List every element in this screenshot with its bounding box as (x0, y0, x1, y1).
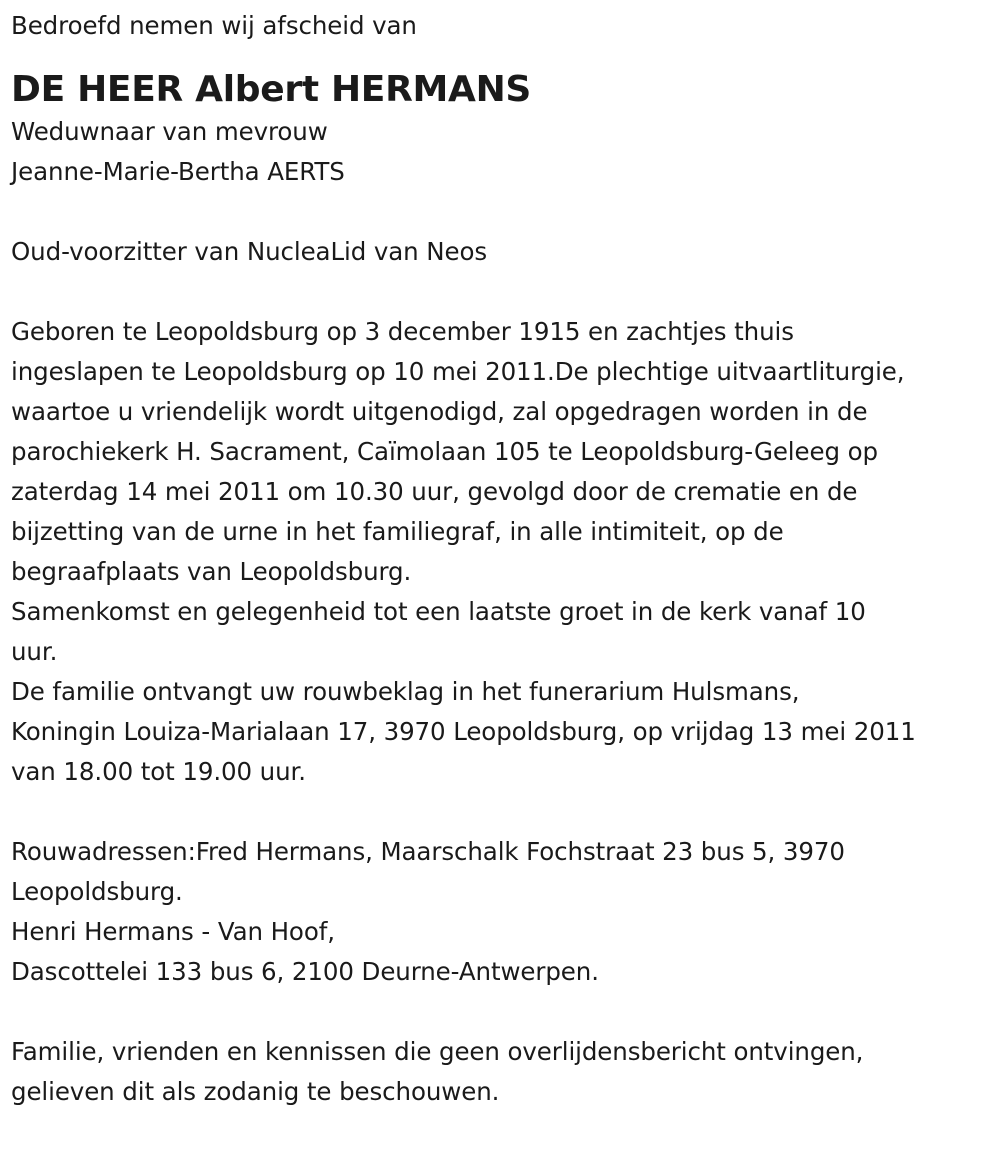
spacer (11, 192, 991, 232)
role-text: Oud-voorzitter van NucleaLid van Neos (11, 237, 488, 266)
addresses-block (11, 832, 991, 992)
closing-line: gelieven dit als zodanig te beschouwen. (11, 1077, 500, 1106)
announcement-line: waartoe u vriendelijk wordt uitgenodigd, zal opgedragen worden in de (11, 397, 868, 426)
announcement-line: Samenkomst en gelegenheid tot een laatste groet in de kerk vanaf 10 (11, 597, 866, 626)
spouse-name: Jeanne-Marie-Bertha AERTS (11, 157, 345, 186)
address-line: Leopoldsburg. (11, 877, 183, 906)
spouse-block (11, 112, 991, 192)
closing-line: Familie, vrienden en kennissen die geen overlijdensbericht ontvingen, (11, 1037, 864, 1066)
announcement-line: Koningin Louiza-Marialaan 17, 3970 Leopoldsburg, op vrijdag 13 mei 2011 (11, 717, 916, 746)
announcement-paragraph (11, 312, 991, 792)
announcement-line: begraafplaats van Leopoldsburg. (11, 557, 412, 586)
announcement-line: zaterdag 14 mei 2011 om 10.30 uur, gevolgd door de crematie en de (11, 477, 858, 506)
spacer (11, 992, 991, 1032)
announcement-line: ingeslapen te Leopoldsburg op 10 mei 2011.De plechtige uitvaartliturgie, (11, 357, 905, 386)
closing-block (11, 1032, 991, 1112)
spacer (11, 792, 991, 832)
address-line: Henri Hermans - Van Hoof, (11, 917, 335, 946)
announcement-line: bijzetting van de urne in het familiegraf, in alle intimiteit, op de (11, 517, 784, 546)
address-line: Rouwadressen:Fred Hermans, Maarschalk Fochstraat 23 bus 5, 3970 (11, 837, 845, 866)
address-line: Dascottelei 133 bus 6, 2100 Deurne-Antwerpen. (11, 957, 599, 986)
announcement-line: Geboren te Leopoldsburg op 3 december 1915 en zachtjes thuis (11, 317, 794, 346)
intro-text: Bedroefd nemen wij afscheid van (11, 11, 417, 40)
announcement-line: van 18.00 tot 19.00 uur. (11, 757, 306, 786)
announcement-line: De familie ontvangt uw rouwbeklag in het funerarium Hulsmans, (11, 677, 800, 706)
announcement-line: parochiekerk H. Sacrament, Caïmolaan 105 te Leopoldsburg-Geleeg op (11, 437, 878, 466)
deceased-name: DE HEER Albert HERMANS (11, 69, 532, 110)
obituary-notice (11, 0, 991, 1112)
spouse-line: Weduwnaar van mevrouw (11, 117, 328, 146)
spacer (11, 272, 991, 312)
announcement-line: uur. (11, 637, 58, 666)
